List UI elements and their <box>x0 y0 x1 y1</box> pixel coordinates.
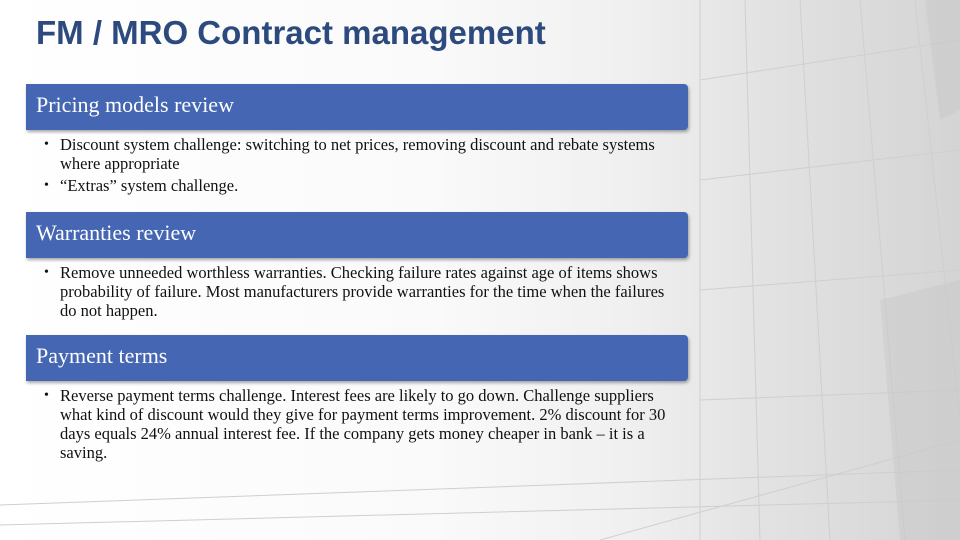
section-heading: Warranties review <box>36 220 197 245</box>
section-header-payment-terms <box>26 335 688 381</box>
bullet-list-warranties <box>44 263 684 323</box>
section-header-warranties <box>26 212 688 258</box>
slide-title: FM / MRO Contract management <box>36 14 546 51</box>
bullet-marker: • <box>44 178 49 193</box>
bullet-text: Remove unneeded worthless warranties. Checking failure rates against age of items shows probability of failure. Most manufacturers provide warranties for the time when the failures do not happen. <box>60 263 665 320</box>
list-item <box>44 386 684 462</box>
section-header-pricing-models <box>26 84 688 130</box>
bullet-marker: • <box>44 137 49 152</box>
bullet-text: Discount system challenge: switching to net prices, removing discount and rebate systems where appropriate <box>60 135 655 173</box>
bullet-list-payment-terms <box>44 386 684 465</box>
bullet-marker: • <box>44 388 49 403</box>
list-item <box>44 176 684 195</box>
bullet-list-pricing-models <box>44 135 684 198</box>
bullet-text: “Extras” system challenge. <box>60 176 239 195</box>
bullet-marker: • <box>44 265 49 280</box>
list-item <box>44 263 684 320</box>
bullet-text: Reverse payment terms challenge. Interest fees are likely to go down. Challenge suppliers what kind of discount would they give for payment terms improvement. 2% discount for 30 days equals 24% annual interest fee. If the company gets money cheaper in bank – it is a saving. <box>60 386 666 462</box>
section-heading: Payment terms <box>36 343 168 368</box>
section-heading: Pricing models review <box>36 92 234 117</box>
list-item <box>44 135 684 173</box>
